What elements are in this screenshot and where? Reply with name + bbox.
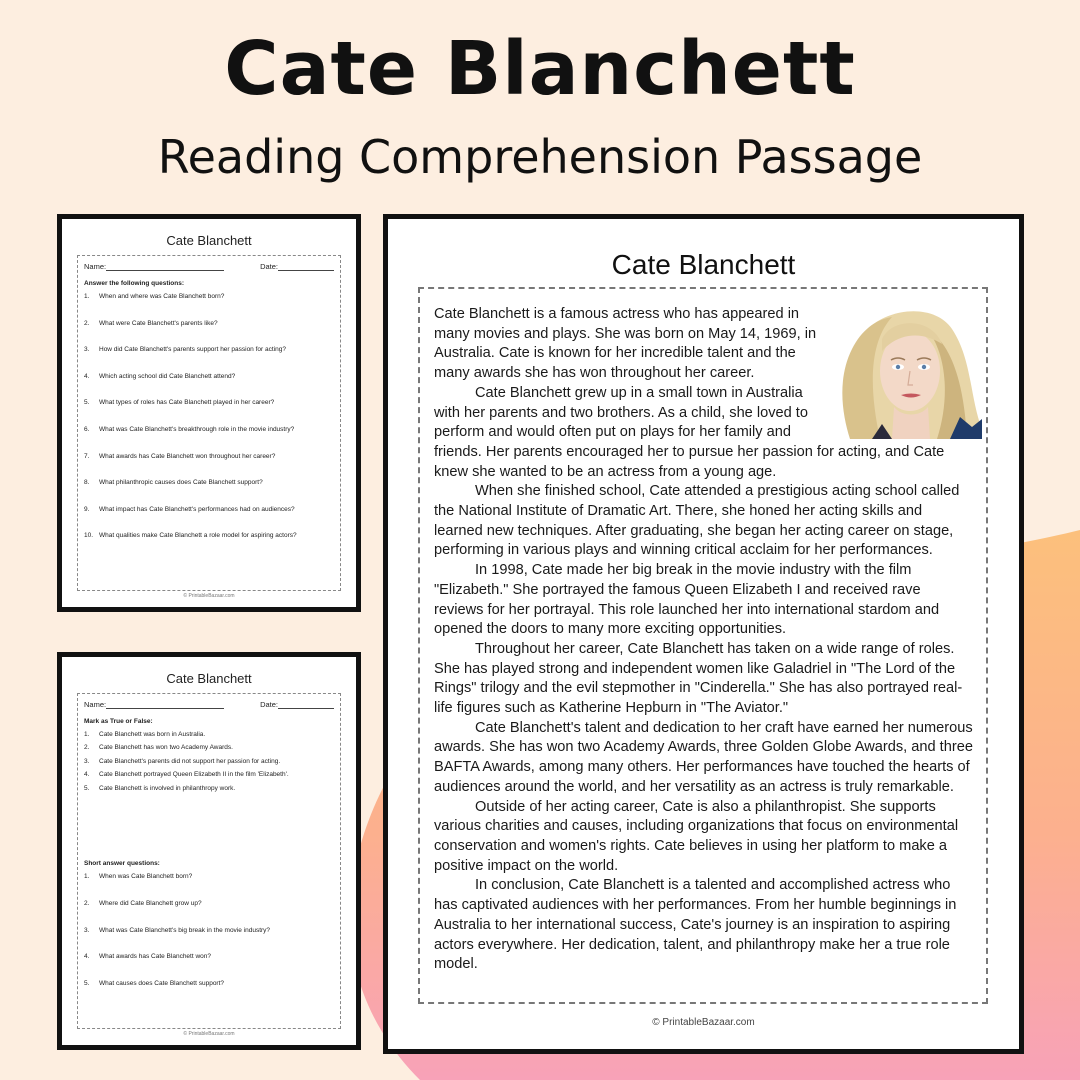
worksheet-title: Cate Blanchett [166, 233, 252, 248]
passage-box [418, 287, 988, 1004]
truefalse-list [84, 731, 334, 798]
page-title: Cate Blanchett [224, 26, 856, 112]
list-item: 2. What were Cate Blanchett's parents like? [84, 319, 218, 327]
date-blank [278, 263, 334, 271]
list-item: 1. When was Cate Blanchett born? [84, 872, 193, 880]
worksheet-truefalse-preview [57, 652, 361, 1050]
list-item: 4. Which acting school did Cate Blanchett attend? [84, 372, 236, 380]
passage-text [434, 305, 974, 975]
name-blank [106, 263, 224, 271]
list-item: 4. Cate Blanchett portrayed Queen Elizabeth II in the film 'Elizabeth'. [84, 771, 289, 779]
worksheet-title: Cate Blanchett [166, 671, 252, 686]
worksheet-content [77, 693, 341, 1029]
list-item: 4. What awards has Cate Blanchett won? [84, 953, 212, 961]
worksheet-footer: © PrintableBazaar.com [183, 593, 235, 599]
list-item: 6. What was Cate Blanchett's breakthrough role in the movie industry? [84, 425, 295, 433]
portrait-illustration-icon [832, 299, 982, 439]
paragraph: Cate Blanchett is a famous actress who has appeared in many movies and plays. She was born on May 14, 1969, in Australia. Cate is known for her incredible talent and the many awards she has won throughout her career. [434, 306, 817, 382]
worksheet-questions-preview [57, 214, 361, 612]
date-blank [278, 701, 334, 709]
short-answer-heading: Short answer questions: [84, 859, 160, 867]
short-answer-list [84, 873, 334, 1007]
list-item: 3. Cate Blanchett's parents did not support her passion for acting. [84, 757, 281, 765]
list-item: 8. What philanthropic causes does Cate Blanchett support? [84, 479, 263, 487]
paragraph: When she finished school, Cate attended a prestigious acting school called the National Institute of Dramatic Art. There, she honed her acting skills and learned new techniques. After graduating, she began her acting career on stage, performing in various plays and winning critical acclaim for her performances. [434, 483, 960, 559]
instruction-heading: Answer the following questions: [84, 280, 185, 287]
list-item: 9. What impact has Cate Blanchett's performances had on audiences? [84, 505, 295, 513]
paragraph: Cate Blanchett's talent and dedication to her craft have earned her numerous awards. She has won two Academy Awards, three Golden Globe Awards, and three BAFTA Awards, among many others. Her performances have touched the hearts of audiences around the world, and her versatility as an actress is truly remarkable. [434, 719, 973, 795]
list-item: 2. Cate Blanchett has won two Academy Awards. [84, 744, 233, 752]
name-label: Name: [84, 262, 107, 271]
list-item: 5. Cate Blanchett is involved in philanthropy work. [84, 784, 236, 792]
question-list [84, 293, 334, 559]
passage-footer: © PrintableBazaar.com [652, 1017, 755, 1028]
list-item: 10. What qualities make Cate Blanchett a role model for aspiring actors? [84, 532, 297, 540]
truefalse-heading: Mark as True or False: [84, 718, 153, 725]
name-label: Name: [84, 700, 107, 709]
paragraph: Outside of her acting career, Cate is also a philanthropist. She supports various charities and causes, including organizations that focus on environmental conservation and women's rights. Cate believes in using her platform to make a positive impact on the world. [434, 798, 959, 874]
name-blank [106, 701, 224, 709]
passage-page [383, 214, 1024, 1054]
list-item: 3. How did Cate Blanchett's parents support her passion for acting? [84, 346, 286, 354]
paragraph: Cate Blanchett grew up in a small town in Australia with her parents and two brothers. As a child, she loved to perform and would often put on plays for her family and friends. Her parents encouraged her to pursue her passion for acting, and Cate knew she wanted to be an actress from a young age. [434, 384, 945, 480]
paragraph: Throughout her career, Cate Blanchett has taken on a wide range of roles. She has played strong and independent women like Galadriel in "The Lord of the Rings" trilogy and the evil stepmother in "Cinderella." She has also portrayed real-life figures such as Katherine Hepburn in "The Aviator." [434, 640, 963, 717]
list-item: 3. What was Cate Blanchett's big break in the movie industry? [84, 926, 271, 934]
name-date-line [84, 700, 334, 709]
page-subtitle: Reading Comprehension Passage [157, 130, 923, 184]
paragraph: In conclusion, Cate Blanchett is a talented and accomplished actress who has captivated audiences with her performances. From her humble beginnings in Australia to her international success, Cate's journey is an inspiration to aspiring actors everywhere. Her dedication, talent, and philanthropy make her a true role model. [434, 877, 957, 973]
list-item: 1. When and where was Cate Blanchett born? [84, 293, 225, 300]
paragraph: In 1998, Cate made her big break in the movie industry with the film "Elizabeth." She portrayed the famous Queen Elizabeth I and received rave reviews for her portrayal. This role launched her into international stardom and opened the doors to many more exciting opportunities. [434, 562, 940, 638]
list-item: 5. What causes does Cate Blanchett support? [84, 980, 225, 988]
list-item: 1. Cate Blanchett was born in Australia. [84, 731, 206, 738]
passage-title: Cate Blanchett [611, 249, 796, 280]
list-item: 5. What types of roles has Cate Blanchett played in her career? [84, 399, 275, 407]
list-item: 7. What awards has Cate Blanchett won throughout her career? [84, 452, 276, 460]
list-item: 2. Where did Cate Blanchett grow up? [84, 899, 202, 907]
date-label: Date: [260, 700, 278, 709]
worksheet-content [77, 255, 341, 591]
date-label: Date: [260, 262, 278, 271]
name-date-line [84, 262, 334, 271]
worksheet-footer: © PrintableBazaar.com [183, 1031, 235, 1037]
